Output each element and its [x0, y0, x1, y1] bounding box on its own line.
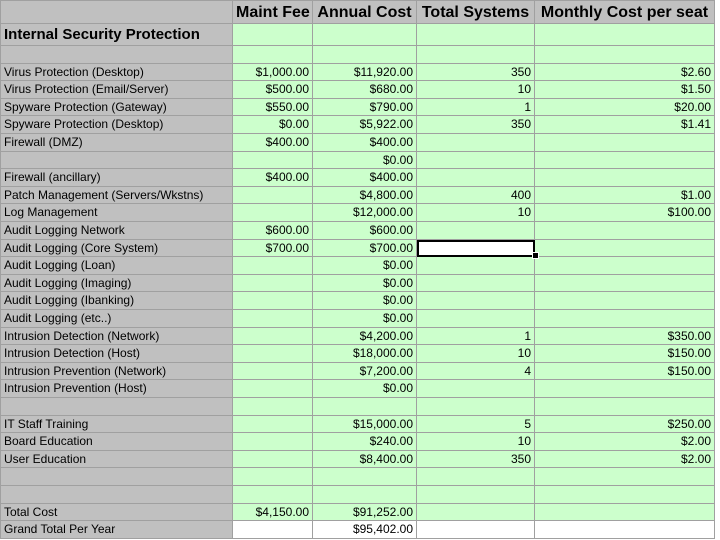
row-label-cell[interactable] [0, 398, 233, 416]
table-row [0, 345, 720, 363]
total-systems-cell[interactable]: 1 [417, 328, 535, 346]
row-label-cell[interactable]: Audit Logging (Imaging) [0, 275, 233, 293]
maint-fee-cell[interactable] [233, 152, 313, 170]
table-row [0, 257, 720, 275]
table-row [0, 240, 720, 258]
maint-fee-cell[interactable]: $0.00 [233, 116, 313, 134]
total-systems-cell[interactable] [417, 134, 535, 152]
maint-fee-cell[interactable]: $550.00 [233, 99, 313, 117]
header-cell-monthly-cost[interactable]: Monthly Cost per seat [535, 0, 715, 24]
total-systems-cell[interactable]: 1 [417, 99, 535, 117]
annual-cost-cell[interactable] [313, 398, 417, 416]
annual-cost-cell[interactable] [313, 486, 417, 504]
table-row [0, 152, 720, 170]
total-systems-cell[interactable]: 10 [417, 433, 535, 451]
maint-fee-cell[interactable]: $400.00 [233, 169, 313, 187]
table-row [0, 363, 720, 381]
row-label-cell[interactable]: Audit Logging Network [0, 222, 233, 240]
row-label-cell[interactable]: Audit Logging (Core System) [0, 240, 233, 258]
table-row [0, 64, 720, 82]
annual-cost-cell[interactable] [313, 46, 417, 64]
annual-cost-cell[interactable]: $12,000.00 [313, 204, 417, 222]
table-row [0, 116, 720, 134]
total-systems-cell[interactable] [417, 152, 535, 170]
section-cell-monthly[interactable] [535, 24, 715, 46]
row-label-cell[interactable]: Audit Logging (Ibanking) [0, 292, 233, 310]
table-row [0, 46, 720, 64]
annual-cost-cell[interactable]: $400.00 [313, 169, 417, 187]
annual-cost-cell[interactable]: $0.00 [313, 275, 417, 293]
row-label-cell[interactable]: Firewall (DMZ) [0, 134, 233, 152]
maint-fee-cell[interactable]: $500.00 [233, 81, 313, 99]
table-row [0, 222, 720, 240]
row-label-cell[interactable]: Intrusion Detection (Network) [0, 328, 233, 346]
monthly-cost-cell[interactable] [535, 275, 715, 293]
table-row [0, 451, 720, 469]
maint-fee-cell[interactable]: $600.00 [233, 222, 313, 240]
total-systems-cell[interactable] [417, 46, 535, 64]
monthly-cost-cell[interactable] [535, 380, 715, 398]
row-label-cell[interactable] [0, 152, 233, 170]
annual-cost-cell[interactable]: $700.00 [313, 240, 417, 258]
row-label-cell[interactable]: Spyware Protection (Gateway) [0, 99, 233, 117]
monthly-cost-cell[interactable] [535, 504, 715, 522]
maint-fee-cell[interactable]: $400.00 [233, 134, 313, 152]
annual-cost-cell[interactable]: $600.00 [313, 222, 417, 240]
annual-cost-cell[interactable]: $4,800.00 [313, 187, 417, 205]
total-systems-cell[interactable] [417, 398, 535, 416]
header-cell-total-systems[interactable]: Total Systems [417, 0, 535, 24]
total-systems-cell[interactable] [417, 169, 535, 187]
row-label-cell[interactable]: Audit Logging (Loan) [0, 257, 233, 275]
total-systems-cell[interactable]: 5 [417, 416, 535, 434]
row-label-cell[interactable] [0, 486, 233, 504]
table-row [0, 521, 720, 539]
annual-cost-cell[interactable]: $0.00 [313, 380, 417, 398]
annual-cost-cell[interactable]: $0.00 [313, 152, 417, 170]
annual-cost-cell[interactable]: $11,920.00 [313, 64, 417, 82]
total-systems-cell[interactable]: 10 [417, 81, 535, 99]
monthly-cost-cell[interactable]: $2.60 [535, 64, 715, 82]
table-row [0, 169, 720, 187]
total-systems-cell[interactable] [417, 504, 535, 522]
total-systems-cell[interactable] [417, 222, 535, 240]
annual-cost-cell[interactable]: $0.00 [313, 310, 417, 328]
monthly-cost-cell[interactable]: $350.00 [535, 328, 715, 346]
monthly-cost-cell[interactable] [535, 468, 715, 486]
row-label-cell[interactable]: Virus Protection (Desktop) [0, 64, 233, 82]
total-systems-cell[interactable] [417, 292, 535, 310]
monthly-cost-cell[interactable] [535, 222, 715, 240]
row-label-cell[interactable]: Intrusion Prevention (Host) [0, 380, 233, 398]
annual-cost-cell[interactable]: $790.00 [313, 99, 417, 117]
maint-fee-cell[interactable]: $1,000.00 [233, 64, 313, 82]
total-systems-cell[interactable] [417, 521, 535, 539]
monthly-cost-cell[interactable] [535, 134, 715, 152]
total-systems-cell[interactable]: 4 [417, 363, 535, 381]
annual-cost-cell[interactable]: $91,252.00 [313, 504, 417, 522]
row-label-cell[interactable]: IT Staff Training [0, 416, 233, 434]
maint-fee-cell[interactable] [233, 398, 313, 416]
maint-fee-cell[interactable] [233, 46, 313, 64]
monthly-cost-cell[interactable] [535, 292, 715, 310]
maint-fee-cell[interactable]: $700.00 [233, 240, 313, 258]
row-label-cell[interactable]: Total Cost [0, 504, 233, 522]
maint-fee-cell[interactable] [233, 328, 313, 346]
maint-fee-cell[interactable] [233, 433, 313, 451]
annual-cost-cell[interactable]: $95,402.00 [313, 521, 417, 539]
annual-cost-cell[interactable]: $15,000.00 [313, 416, 417, 434]
monthly-cost-cell[interactable] [535, 521, 715, 539]
total-systems-cell[interactable]: 10 [417, 204, 535, 222]
maint-fee-cell[interactable] [233, 486, 313, 504]
section-cell-systems[interactable] [417, 24, 535, 46]
maint-fee-cell[interactable] [233, 204, 313, 222]
fill-handle[interactable] [532, 252, 539, 259]
row-label-cell[interactable]: User Education [0, 451, 233, 469]
monthly-cost-cell[interactable]: $2.00 [535, 433, 715, 451]
row-label-cell[interactable]: Log Management [0, 204, 233, 222]
maint-fee-cell[interactable] [233, 451, 313, 469]
annual-cost-cell[interactable]: $240.00 [313, 433, 417, 451]
maint-fee-cell[interactable] [233, 275, 313, 293]
table-row [0, 204, 720, 222]
table-row [0, 134, 720, 152]
table-row [0, 486, 720, 504]
total-systems-cell[interactable]: 400 [417, 187, 535, 205]
table-row [0, 504, 720, 522]
monthly-cost-cell[interactable] [535, 398, 715, 416]
table-row [0, 99, 720, 117]
section-cell-annual[interactable] [313, 24, 417, 46]
monthly-cost-cell[interactable]: $150.00 [535, 363, 715, 381]
row-label-cell[interactable]: Audit Logging (etc..) [0, 310, 233, 328]
section-cell-maint[interactable] [233, 24, 313, 46]
maint-fee-cell[interactable] [233, 292, 313, 310]
total-systems-cell[interactable] [417, 486, 535, 504]
row-label-cell[interactable]: Intrusion Prevention (Network) [0, 363, 233, 381]
table-row [0, 380, 720, 398]
table-row [0, 81, 720, 99]
header-cell-label[interactable] [0, 0, 233, 24]
table-row [0, 398, 720, 416]
row-label-cell[interactable]: Board Education [0, 433, 233, 451]
monthly-cost-cell[interactable]: $20.00 [535, 99, 715, 117]
annual-cost-cell[interactable]: $680.00 [313, 81, 417, 99]
monthly-cost-cell[interactable]: $100.00 [535, 204, 715, 222]
maint-fee-cell[interactable] [233, 310, 313, 328]
total-systems-cell[interactable]: 350 [417, 64, 535, 82]
row-label-cell[interactable]: Patch Management (Servers/Wkstns) [0, 187, 233, 205]
monthly-cost-cell[interactable]: $250.00 [535, 416, 715, 434]
maint-fee-cell[interactable]: $4,150.00 [233, 504, 313, 522]
monthly-cost-cell[interactable] [535, 169, 715, 187]
annual-cost-cell[interactable]: $5,922.00 [313, 116, 417, 134]
monthly-cost-cell[interactable]: $150.00 [535, 345, 715, 363]
annual-cost-cell[interactable]: $400.00 [313, 134, 417, 152]
monthly-cost-cell[interactable] [535, 486, 715, 504]
total-systems-cell[interactable]: 350 [417, 116, 535, 134]
table-row [0, 468, 720, 486]
table-row [0, 292, 720, 310]
row-label-cell[interactable]: Virus Protection (Email/Server) [0, 81, 233, 99]
monthly-cost-cell[interactable]: $1.41 [535, 116, 715, 134]
table-row [0, 433, 720, 451]
annual-cost-cell[interactable]: $7,200.00 [313, 363, 417, 381]
row-label-cell[interactable] [0, 46, 233, 64]
table-row [0, 416, 720, 434]
maint-fee-cell[interactable] [233, 363, 313, 381]
row-label-cell[interactable]: Grand Total Per Year [0, 521, 233, 539]
monthly-cost-cell[interactable] [535, 152, 715, 170]
table-row [0, 275, 720, 293]
maint-fee-cell[interactable] [233, 345, 313, 363]
table-row [0, 310, 720, 328]
total-systems-cell[interactable] [417, 468, 535, 486]
row-label-cell[interactable]: Intrusion Detection (Host) [0, 345, 233, 363]
maint-fee-cell[interactable] [233, 416, 313, 434]
maint-fee-cell[interactable] [233, 187, 313, 205]
annual-cost-cell[interactable]: $8,400.00 [313, 451, 417, 469]
total-systems-cell[interactable]: 10 [417, 345, 535, 363]
header-cell-annual-cost[interactable]: Annual Cost [313, 0, 417, 24]
row-label-cell[interactable]: Spyware Protection (Desktop) [0, 116, 233, 134]
monthly-cost-cell[interactable]: $2.00 [535, 451, 715, 469]
total-systems-cell[interactable] [417, 275, 535, 293]
maint-fee-cell[interactable] [233, 257, 313, 275]
annual-cost-cell[interactable]: $18,000.00 [313, 345, 417, 363]
total-systems-cell[interactable] [417, 380, 535, 398]
monthly-cost-cell[interactable] [535, 310, 715, 328]
header-row [0, 0, 720, 24]
monthly-cost-cell[interactable] [535, 46, 715, 64]
total-systems-cell[interactable] [417, 257, 535, 275]
annual-cost-cell[interactable]: $0.00 [313, 257, 417, 275]
total-systems-cell[interactable] [417, 310, 535, 328]
active-cell[interactable] [417, 240, 535, 258]
maint-fee-cell[interactable] [233, 380, 313, 398]
row-label-cell[interactable]: Firewall (ancillary) [0, 169, 233, 187]
section-title-cell[interactable]: Internal Security Protection [0, 24, 233, 46]
table-row [0, 187, 720, 205]
monthly-cost-cell[interactable] [535, 240, 715, 258]
table-row [0, 328, 720, 346]
total-systems-cell[interactable]: 350 [417, 451, 535, 469]
row-label-cell[interactable] [0, 468, 233, 486]
monthly-cost-cell[interactable] [535, 257, 715, 275]
monthly-cost-cell[interactable]: $1.00 [535, 187, 715, 205]
maint-fee-cell[interactable] [233, 468, 313, 486]
monthly-cost-cell[interactable]: $1.50 [535, 81, 715, 99]
annual-cost-cell[interactable] [313, 468, 417, 486]
header-cell-maint-fee[interactable]: Maint Fee [233, 0, 313, 24]
annual-cost-cell[interactable]: $4,200.00 [313, 328, 417, 346]
section-row [0, 24, 720, 46]
maint-fee-cell[interactable] [233, 521, 313, 539]
annual-cost-cell[interactable]: $0.00 [313, 292, 417, 310]
